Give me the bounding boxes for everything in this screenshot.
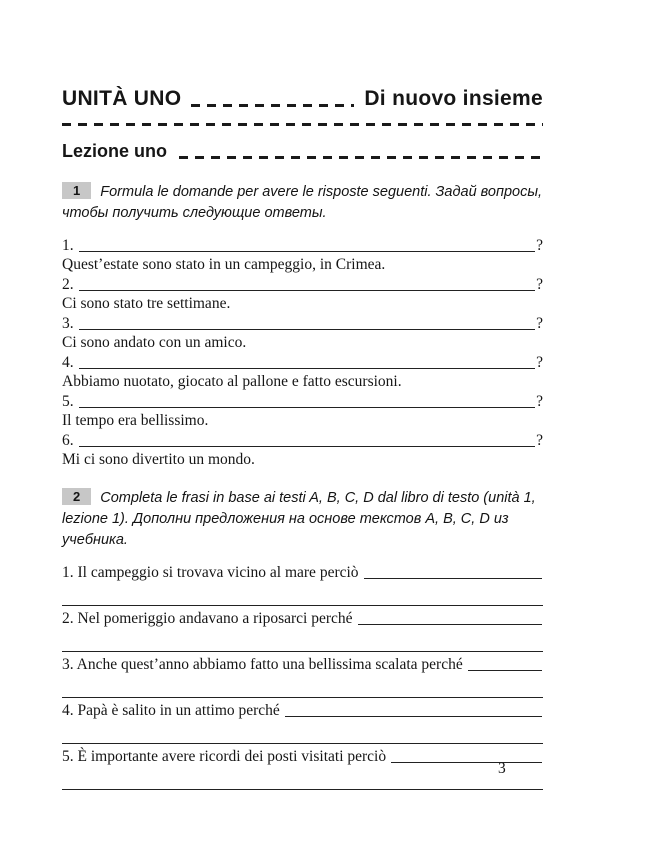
completion-blank[interactable] xyxy=(391,762,542,763)
dashed-rule xyxy=(62,123,543,126)
question-item xyxy=(62,314,543,351)
question-line xyxy=(62,431,543,450)
dashed-leader xyxy=(191,104,354,107)
question-item xyxy=(62,353,543,390)
completion-blank-second-line[interactable] xyxy=(62,582,543,606)
completion-item xyxy=(62,563,543,606)
item-number: 2. xyxy=(62,276,74,294)
exercise-1-header xyxy=(62,182,543,224)
page-number: 3 xyxy=(498,760,506,777)
completion-line xyxy=(62,747,543,766)
completion-line xyxy=(62,609,543,628)
exercise-1-number-badge: 1 xyxy=(62,182,91,199)
prompt-text: 4. Papà è salito in un attimo perché xyxy=(62,702,280,720)
item-number: 3. xyxy=(62,315,74,333)
exercise-2-instruction: Completa le frasi in base ai testi A, B, C, D dal libro di testo (unità 1, lezione 1). Дополни предложения на основе текстов A, B, C, D из учебника. xyxy=(62,490,536,549)
question-mark: ? xyxy=(536,393,543,411)
exercise-1-instruction: Formula le domande per avere le risposte seguenti. Задай вопросы, чтобы получить следующие ответы. xyxy=(62,184,543,222)
prompt-text: 2. Nel pomeriggio andavano a riposarci perché xyxy=(62,610,353,628)
unit-header xyxy=(62,86,543,111)
completion-blank[interactable] xyxy=(285,716,542,717)
exercise-2-number-badge: 2 xyxy=(62,488,91,505)
question-line xyxy=(62,236,543,255)
question-blank[interactable] xyxy=(79,290,535,291)
item-number: 5. xyxy=(62,393,74,411)
completion-blank-second-line[interactable] xyxy=(62,674,543,698)
exercise-2-header xyxy=(62,488,543,551)
question-blank[interactable] xyxy=(79,446,535,447)
completion-line xyxy=(62,655,543,674)
completion-line xyxy=(62,563,543,582)
completion-line xyxy=(62,701,543,720)
question-mark: ? xyxy=(536,432,543,450)
answer-text: Ci sono andato con un amico. xyxy=(62,334,247,352)
question-blank[interactable] xyxy=(79,251,535,252)
unit-theme-title: Di nuovo insieme xyxy=(364,87,543,110)
question-blank[interactable] xyxy=(79,329,535,330)
question-item xyxy=(62,236,543,273)
prompt-text: 5. È importante avere ricordi dei posti visitati perciò xyxy=(62,748,387,766)
question-mark: ? xyxy=(536,315,543,333)
completion-blank-second-line[interactable] xyxy=(62,720,543,744)
question-mark: ? xyxy=(536,354,543,372)
item-number: 6. xyxy=(62,432,74,450)
answer-text: Quest’estate sono stato in un campeggio, in Crimea. xyxy=(62,256,386,274)
item-number: 1. xyxy=(62,237,74,255)
question-mark: ? xyxy=(536,237,543,255)
answer-text: Il tempo era bellissimo. xyxy=(62,412,209,430)
question-line xyxy=(62,314,543,333)
exercise-2-items xyxy=(62,563,543,790)
question-item xyxy=(62,431,543,468)
completion-item xyxy=(62,747,543,790)
question-line xyxy=(62,275,543,294)
lesson-title: Lezione uno xyxy=(62,141,167,161)
prompt-text: 3. Anche quest’anno abbiamo fatto una bellissima scalata perché xyxy=(62,656,463,674)
completion-item xyxy=(62,701,543,744)
question-blank[interactable] xyxy=(79,368,535,369)
answer-text: Mi ci sono divertito un mondo. xyxy=(62,451,255,469)
prompt-text: 1. Il campeggio si trovava vicino al mare perciò xyxy=(62,564,359,582)
completion-blank[interactable] xyxy=(468,670,542,671)
exercise-1-items xyxy=(62,236,543,468)
completion-blank-second-line[interactable] xyxy=(62,628,543,652)
completion-blank-second-line[interactable] xyxy=(62,766,543,790)
answer-text: Abbiamo nuotato, giocato al pallone e fatto escursioni. xyxy=(62,373,402,391)
question-item xyxy=(62,392,543,429)
answer-text: Ci sono stato tre settimane. xyxy=(62,295,231,313)
question-line xyxy=(62,392,543,411)
completion-blank[interactable] xyxy=(358,624,542,625)
completion-item xyxy=(62,609,543,652)
unit-title: UNITÀ UNO xyxy=(62,87,182,110)
question-item xyxy=(62,275,543,312)
question-mark: ? xyxy=(536,276,543,294)
question-line xyxy=(62,353,543,372)
dashed-leader xyxy=(179,156,543,159)
completion-item xyxy=(62,655,543,698)
completion-blank[interactable] xyxy=(364,578,542,579)
lesson-header xyxy=(62,140,543,162)
item-number: 4. xyxy=(62,354,74,372)
question-blank[interactable] xyxy=(79,407,535,408)
